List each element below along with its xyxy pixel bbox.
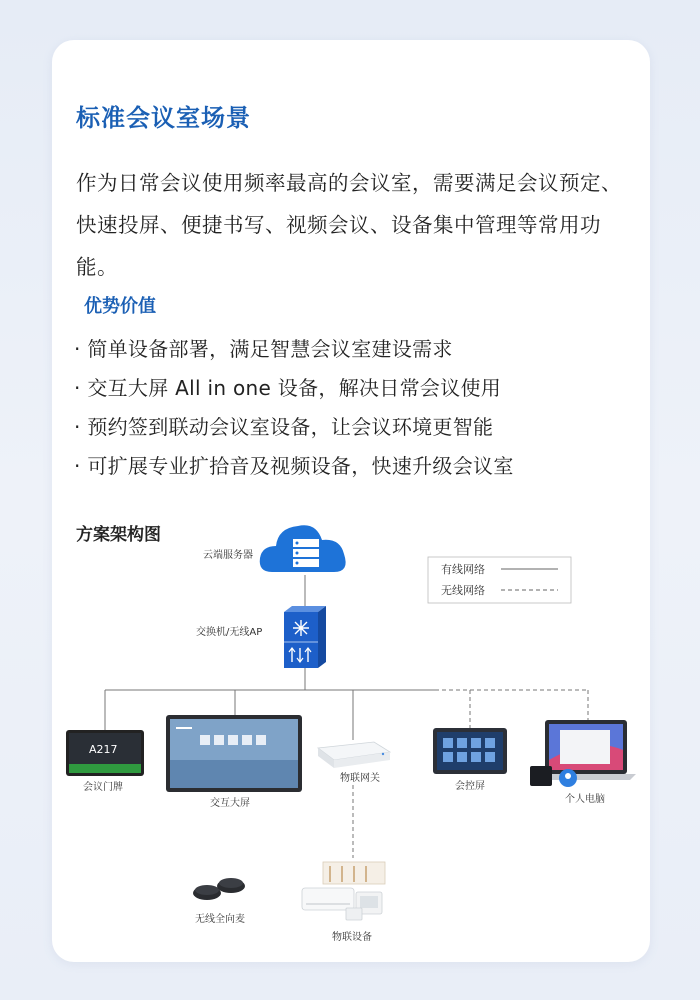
control-screen-label: 会控屏 [455,781,485,792]
interactive-panel-icon [166,715,302,792]
cloud-label: 云端服务器 [203,550,253,561]
switch-label: 交换机/无线AP [196,627,263,638]
control-screen-icon [433,728,507,774]
wireless-mic-label: 无线全向麦 [195,914,245,925]
laptop-icon [530,720,636,787]
advantages-heading: 优势价值 [84,296,156,317]
iot-devices-icon [302,862,385,920]
intro-paragraph: 作为日常会议使用频率最高的会议室，需要满足会议预定、快速投屏、便捷书写、视频会议、设备集中管理等常用功能。 [76,171,622,279]
interactive-panel-label: 交互大屏 [210,798,250,809]
iot-devices-label: 物联设备 [332,932,372,943]
switch-icon [284,606,326,668]
advantage-item: · 可扩展专业扩拾音及视频设备，快速升级会议室 [74,454,514,478]
door-sign-label: 会议门牌 [83,782,123,793]
cloud-server-icon [260,525,346,572]
legend-wireless-label: 无线网络 [441,584,485,597]
gateway-label: 物联网关 [340,773,380,784]
legend-wired-label: 有线网络 [441,563,485,576]
advantage-item: · 预约签到联动会议室设备，让会议环境更智能 [74,415,494,439]
diagram-heading: 方案架构图 [76,525,161,545]
wireless-mic-icon [193,878,245,900]
legend [428,557,571,603]
page-title: 标准会议室场景 [76,104,251,132]
pc-label: 个人电脑 [565,794,605,805]
gateway-icon [318,742,390,768]
door-sign-screen-text: A217 [89,743,118,756]
advantage-item: · 交互大屏 All in one 设备，解决日常会议使用 [74,376,502,400]
advantage-item: · 简单设备部署，满足智慧会议室建设需求 [74,337,453,361]
